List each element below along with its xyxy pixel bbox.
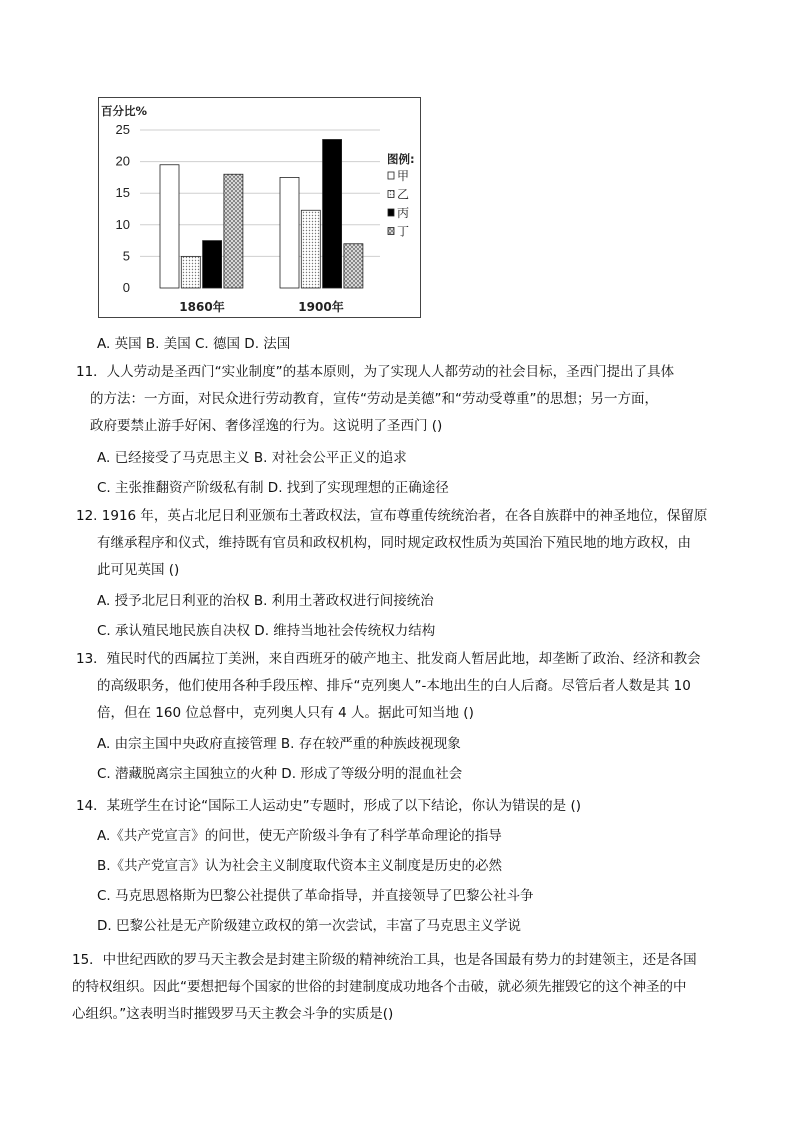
bar-丁-1860年	[224, 174, 243, 288]
y-tick-label: 25	[115, 122, 130, 137]
bar-chart	[98, 97, 422, 319]
q13-options-cd: C. 潜藏脱离宗主国独立的火种 D. 形成了等级分明的混血社会	[97, 766, 463, 782]
legend-label: 甲	[397, 169, 410, 183]
bar-甲-1900年	[280, 177, 299, 288]
bar-丙-1900年	[323, 139, 342, 288]
q11-stem-line2: 的方法：一方面，对民众进行劳动教育，宣传“劳动是美德”和“劳动受尊重”的思想；另一方面，	[90, 391, 658, 407]
q15-stem-line1: 15．中世纪西欧的罗马天主教会是封建主阶级的精神统治工具，也是各国最有势力的封建领主，还是各国	[72, 952, 697, 968]
legend-label: 丙	[397, 206, 410, 220]
q11-stem-line1: 11．人人劳动是圣西门“实业制度”的基本原则，为了实现人人都劳动的社会目标，圣西门提出了具体	[76, 364, 675, 380]
q14-option-a: A.《共产党宣言》的问世，使无产阶级斗争有了科学革命理论的指导	[97, 828, 502, 844]
q11-stem-line3: 政府要禁止游手好闲、奢侈淫逸的行为。这说明了圣西门 ()	[90, 418, 443, 434]
q13-options-ab: A. 由宗主国中央政府直接管理 B. 存在较严重的种族歧视现象	[97, 736, 461, 752]
q13-stem-line3: 倍，但在 160 位总督中，克列奥人只有 4 人。据此可知当地 ()	[97, 705, 474, 721]
q12-options-ab: A. 授予北尼日利亚的治权 B. 利用土著政权进行间接统治	[97, 593, 434, 609]
bar-丙-1860年	[203, 241, 222, 288]
legend-label: 丁	[397, 224, 410, 239]
q11-options-cd: C. 主张推翻资产阶级私有制 D. 找到了实现理想的正确途径	[97, 480, 449, 496]
y-tick-label: 10	[115, 216, 130, 232]
x-tick-label: 1860年	[179, 300, 225, 314]
y-tick-label: 5	[122, 248, 130, 264]
y-axis-label: 百分比%	[101, 104, 148, 118]
y-tick-label: 20	[115, 153, 130, 169]
bar-乙-1860年	[181, 256, 200, 288]
q14-option-c: C. 马克思恩格斯为巴黎公社提供了革命指导，并直接领导了巴黎公社斗争	[97, 888, 534, 904]
bar-甲-1860年	[160, 165, 179, 288]
q10-options: A. 英国 B. 美国 C. 德国 D. 法国	[97, 336, 291, 352]
q14-option-d: D. 巴黎公社是无产阶级建立政权的第一次尝试，丰富了马克思主义学说	[97, 918, 521, 934]
q15-stem-line2: 的特权组织。因此“要想把每个国家的世俗的封建制度成功地各个击破，就必须先摧毁它的这个神圣的中	[72, 979, 687, 995]
q12-options-cd: C. 承认殖民地民族自决权 D. 维持当地社会传统权力结构	[97, 623, 436, 639]
bar-乙-1900年	[301, 210, 320, 288]
legend-swatch-丙	[388, 209, 394, 216]
q13-stem-line2: 的高级职务，他们使用各种手段压榨、排斥“克列奥人”-本地出生的白人后裔。尽管后者人数是其 10	[97, 678, 691, 694]
legend-swatch-乙	[388, 191, 394, 198]
q12-stem-line1: 12. 1916 年，英占北尼日利亚颁布土著政权法，宣布尊重传统统治者，在各自族群中的神圣地位，保留原	[76, 508, 708, 524]
q13-stem-line1: 13．殖民时代的西属拉丁美洲，来自西班牙的破产地主、批发商人暂居此地，却垄断了政治、经济和教会	[76, 651, 701, 667]
legend-swatch-丁	[388, 228, 394, 235]
q12-stem-line2: 有继承程序和仪式，维持既有官员和政权机构，同时规定政权性质为英国治下殖民地的地方政权，由	[97, 535, 691, 551]
q14-option-b: B.《共产党宣言》认为社会主义制度取代资本主义制度是历史的必然	[97, 858, 503, 874]
x-tick-label: 1900年	[298, 300, 344, 314]
y-tick-label: 15	[115, 185, 130, 201]
legend-label: 乙	[397, 187, 410, 202]
q15-stem-line3: 心组织。”这表明当时摧毁罗马天主教会斗争的实质是()	[72, 1006, 394, 1022]
q12-stem-line3: 此可见英国 ()	[97, 562, 180, 578]
q11-options-ab: A. 已经接受了马克思主义 B. 对社会公平正义的追求	[97, 450, 407, 466]
q14-stem: 14．某班学生在讨论“国际工人运动史”专题时，形成了以下结论，你认为错误的是 ()	[76, 798, 581, 814]
y-tick-label: 0	[122, 280, 130, 295]
legend-swatch-甲	[388, 172, 394, 179]
legend-title: 图例:	[387, 152, 415, 166]
bar-丁-1900年	[344, 244, 363, 288]
